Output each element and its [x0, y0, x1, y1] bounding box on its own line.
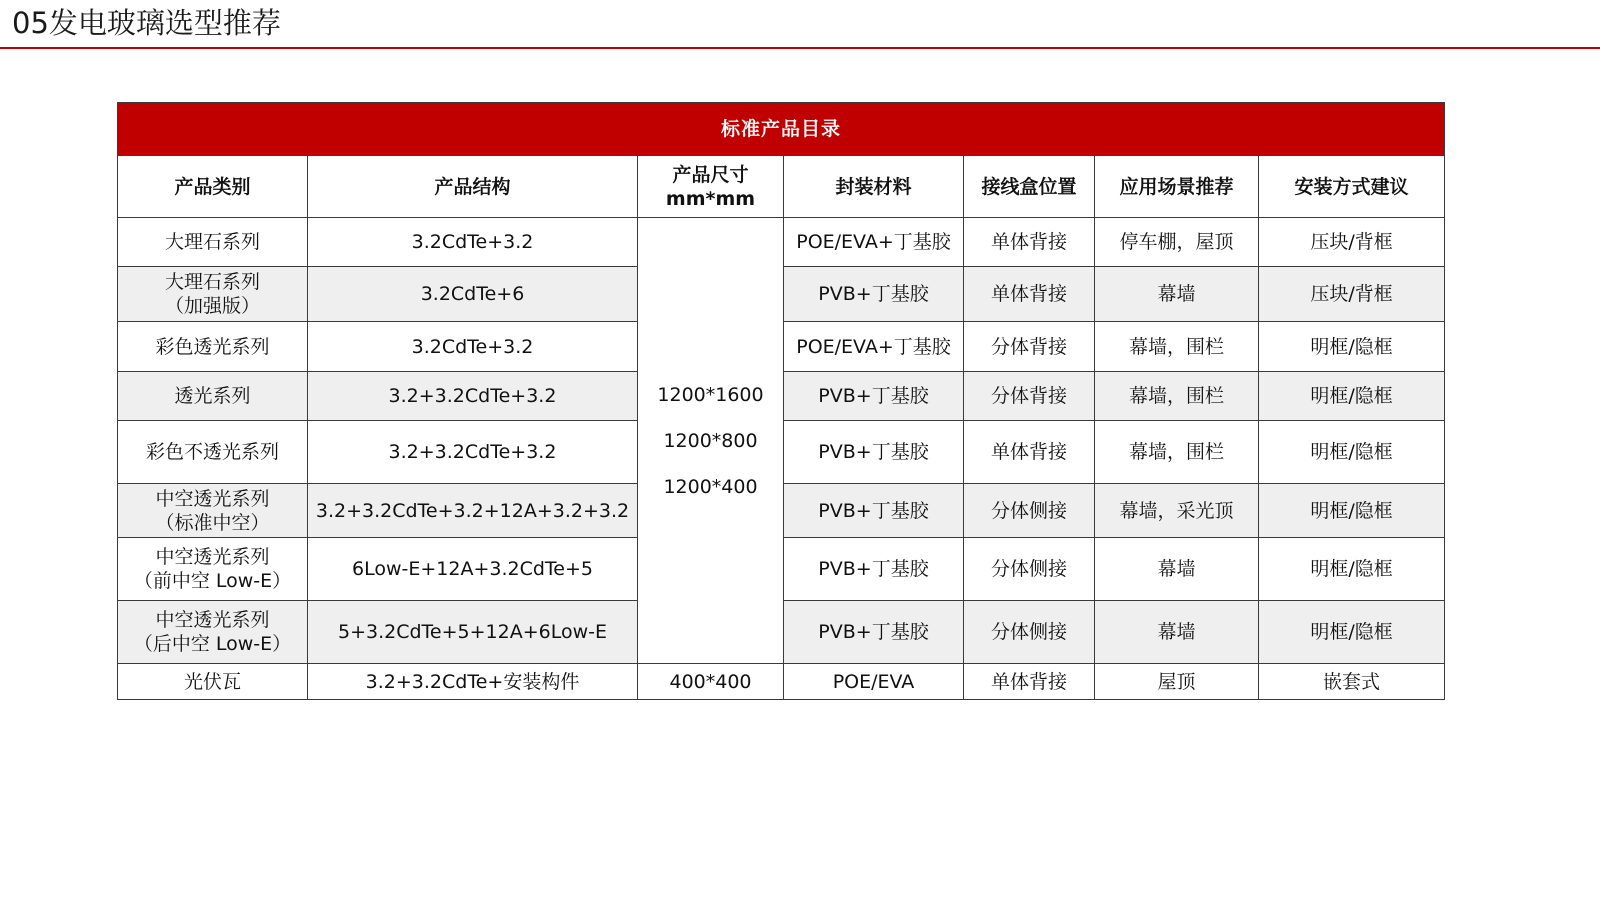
header-size — [638, 156, 784, 218]
title-divider — [0, 47, 1600, 49]
cell-category — [118, 484, 308, 538]
cell-install: 明框/隐框 — [1259, 322, 1445, 372]
category-line: （前中空 Low-E） — [133, 570, 292, 592]
cell-install: 明框/隐框 — [1259, 421, 1445, 484]
cell-junction: 分体背接 — [964, 372, 1095, 421]
cell-category — [118, 322, 308, 372]
cell-junction: 单体背接 — [964, 218, 1095, 267]
cell-scenario: 幕墙，采光顶 — [1095, 484, 1259, 538]
cell-size: 400*400 — [638, 664, 784, 700]
size-value: 1200*400 — [663, 475, 758, 498]
cell-material: PVB+丁基胶 — [784, 372, 964, 421]
category-line: （标准中空） — [155, 511, 270, 534]
cell-junction: 单体背接 — [964, 664, 1095, 700]
cell-install: 压块/背框 — [1259, 218, 1445, 267]
category-line: 大理石系列 — [164, 231, 260, 253]
header-install: 安装方式建议 — [1259, 156, 1445, 218]
cell-junction: 分体背接 — [964, 322, 1095, 372]
cell-category — [118, 538, 308, 601]
header-structure: 产品结构 — [308, 156, 638, 218]
table-banner: 标准产品目录 — [118, 103, 1445, 156]
cell-material: POE/EVA+丁基胶 — [784, 218, 964, 267]
header-material: 封装材料 — [784, 156, 964, 218]
header-size-label: 产品尺寸 — [672, 163, 749, 186]
category-line: 中空透光系列 — [155, 487, 270, 510]
cell-scenario: 幕墙，围栏 — [1095, 421, 1259, 484]
cell-structure: 6Low-E+12A+3.2CdTe+5 — [308, 538, 638, 601]
cell-scenario: 幕墙，围栏 — [1095, 372, 1259, 421]
cell-scenario: 幕墙 — [1095, 538, 1259, 601]
table-row — [118, 218, 1445, 267]
product-catalog-table — [117, 102, 1445, 700]
cell-structure: 3.2+3.2CdTe+安装构件 — [308, 664, 638, 700]
cell-structure: 3.2+3.2CdTe+3.2+12A+3.2+3.2 — [308, 484, 638, 538]
cell-category — [118, 218, 308, 267]
category-line: 透光系列 — [174, 385, 251, 407]
cell-install: 嵌套式 — [1259, 664, 1445, 700]
category-line: （后中空 Low-E） — [133, 633, 292, 655]
cell-install: 明框/隐框 — [1259, 538, 1445, 601]
category-line: 中空透光系列 — [155, 609, 270, 631]
cell-structure: 5+3.2CdTe+5+12A+6Low-E — [308, 601, 638, 664]
category-line: 彩色透光系列 — [155, 335, 270, 358]
size-value: 1200*1600 — [657, 383, 764, 406]
category-line: 大理石系列 — [164, 271, 260, 293]
cell-material: PVB+丁基胶 — [784, 421, 964, 484]
cell-install: 压块/背框 — [1259, 267, 1445, 322]
table-body — [118, 218, 1445, 700]
cell-install: 明框/隐框 — [1259, 601, 1445, 664]
cell-junction: 单体背接 — [964, 267, 1095, 322]
cell-junction: 单体背接 — [964, 421, 1095, 484]
category-line: （加强版） — [164, 295, 260, 317]
cell-structure: 3.2+3.2CdTe+3.2 — [308, 372, 638, 421]
cell-material: POE/EVA — [784, 664, 964, 700]
cell-scenario: 停车棚，屋顶 — [1095, 218, 1259, 267]
header-junction: 接线盒位置 — [964, 156, 1095, 218]
cell-size-merged — [638, 218, 784, 664]
cell-category — [118, 601, 308, 664]
cell-install: 明框/隐框 — [1259, 372, 1445, 421]
cell-junction: 分体侧接 — [964, 484, 1095, 538]
cell-structure: 3.2CdTe+6 — [308, 267, 638, 322]
cell-material: PVB+丁基胶 — [784, 538, 964, 601]
cell-material: PVB+丁基胶 — [784, 601, 964, 664]
cell-material: PVB+丁基胶 — [784, 267, 964, 322]
cell-material: POE/EVA+丁基胶 — [784, 322, 964, 372]
cell-category — [118, 372, 308, 421]
category-line: 中空透光系列 — [155, 546, 270, 568]
header-category: 产品类别 — [118, 156, 308, 218]
size-value: 1200*800 — [663, 429, 758, 452]
header-scenario: 应用场景推荐 — [1095, 156, 1259, 218]
cell-scenario: 幕墙 — [1095, 267, 1259, 322]
cell-structure: 3.2CdTe+3.2 — [308, 218, 638, 267]
category-line: 彩色不透光系列 — [145, 441, 279, 463]
cell-scenario: 屋顶 — [1095, 664, 1259, 700]
cell-junction: 分体侧接 — [964, 601, 1095, 664]
cell-junction: 分体侧接 — [964, 538, 1095, 601]
cell-structure: 3.2+3.2CdTe+3.2 — [308, 421, 638, 484]
page-title: 05发电玻璃选型推荐 — [12, 6, 281, 40]
cell-scenario: 幕墙 — [1095, 601, 1259, 664]
cell-install: 明框/隐框 — [1259, 484, 1445, 538]
header-size-unit: mm*mm — [665, 187, 756, 210]
cell-material: PVB+丁基胶 — [784, 484, 964, 538]
cell-category — [118, 421, 308, 484]
cell-scenario: 幕墙，围栏 — [1095, 322, 1259, 372]
cell-category: 光伏瓦 — [118, 664, 308, 700]
table-row — [118, 664, 1445, 700]
cell-structure: 3.2CdTe+3.2 — [308, 322, 638, 372]
cell-category — [118, 267, 308, 322]
